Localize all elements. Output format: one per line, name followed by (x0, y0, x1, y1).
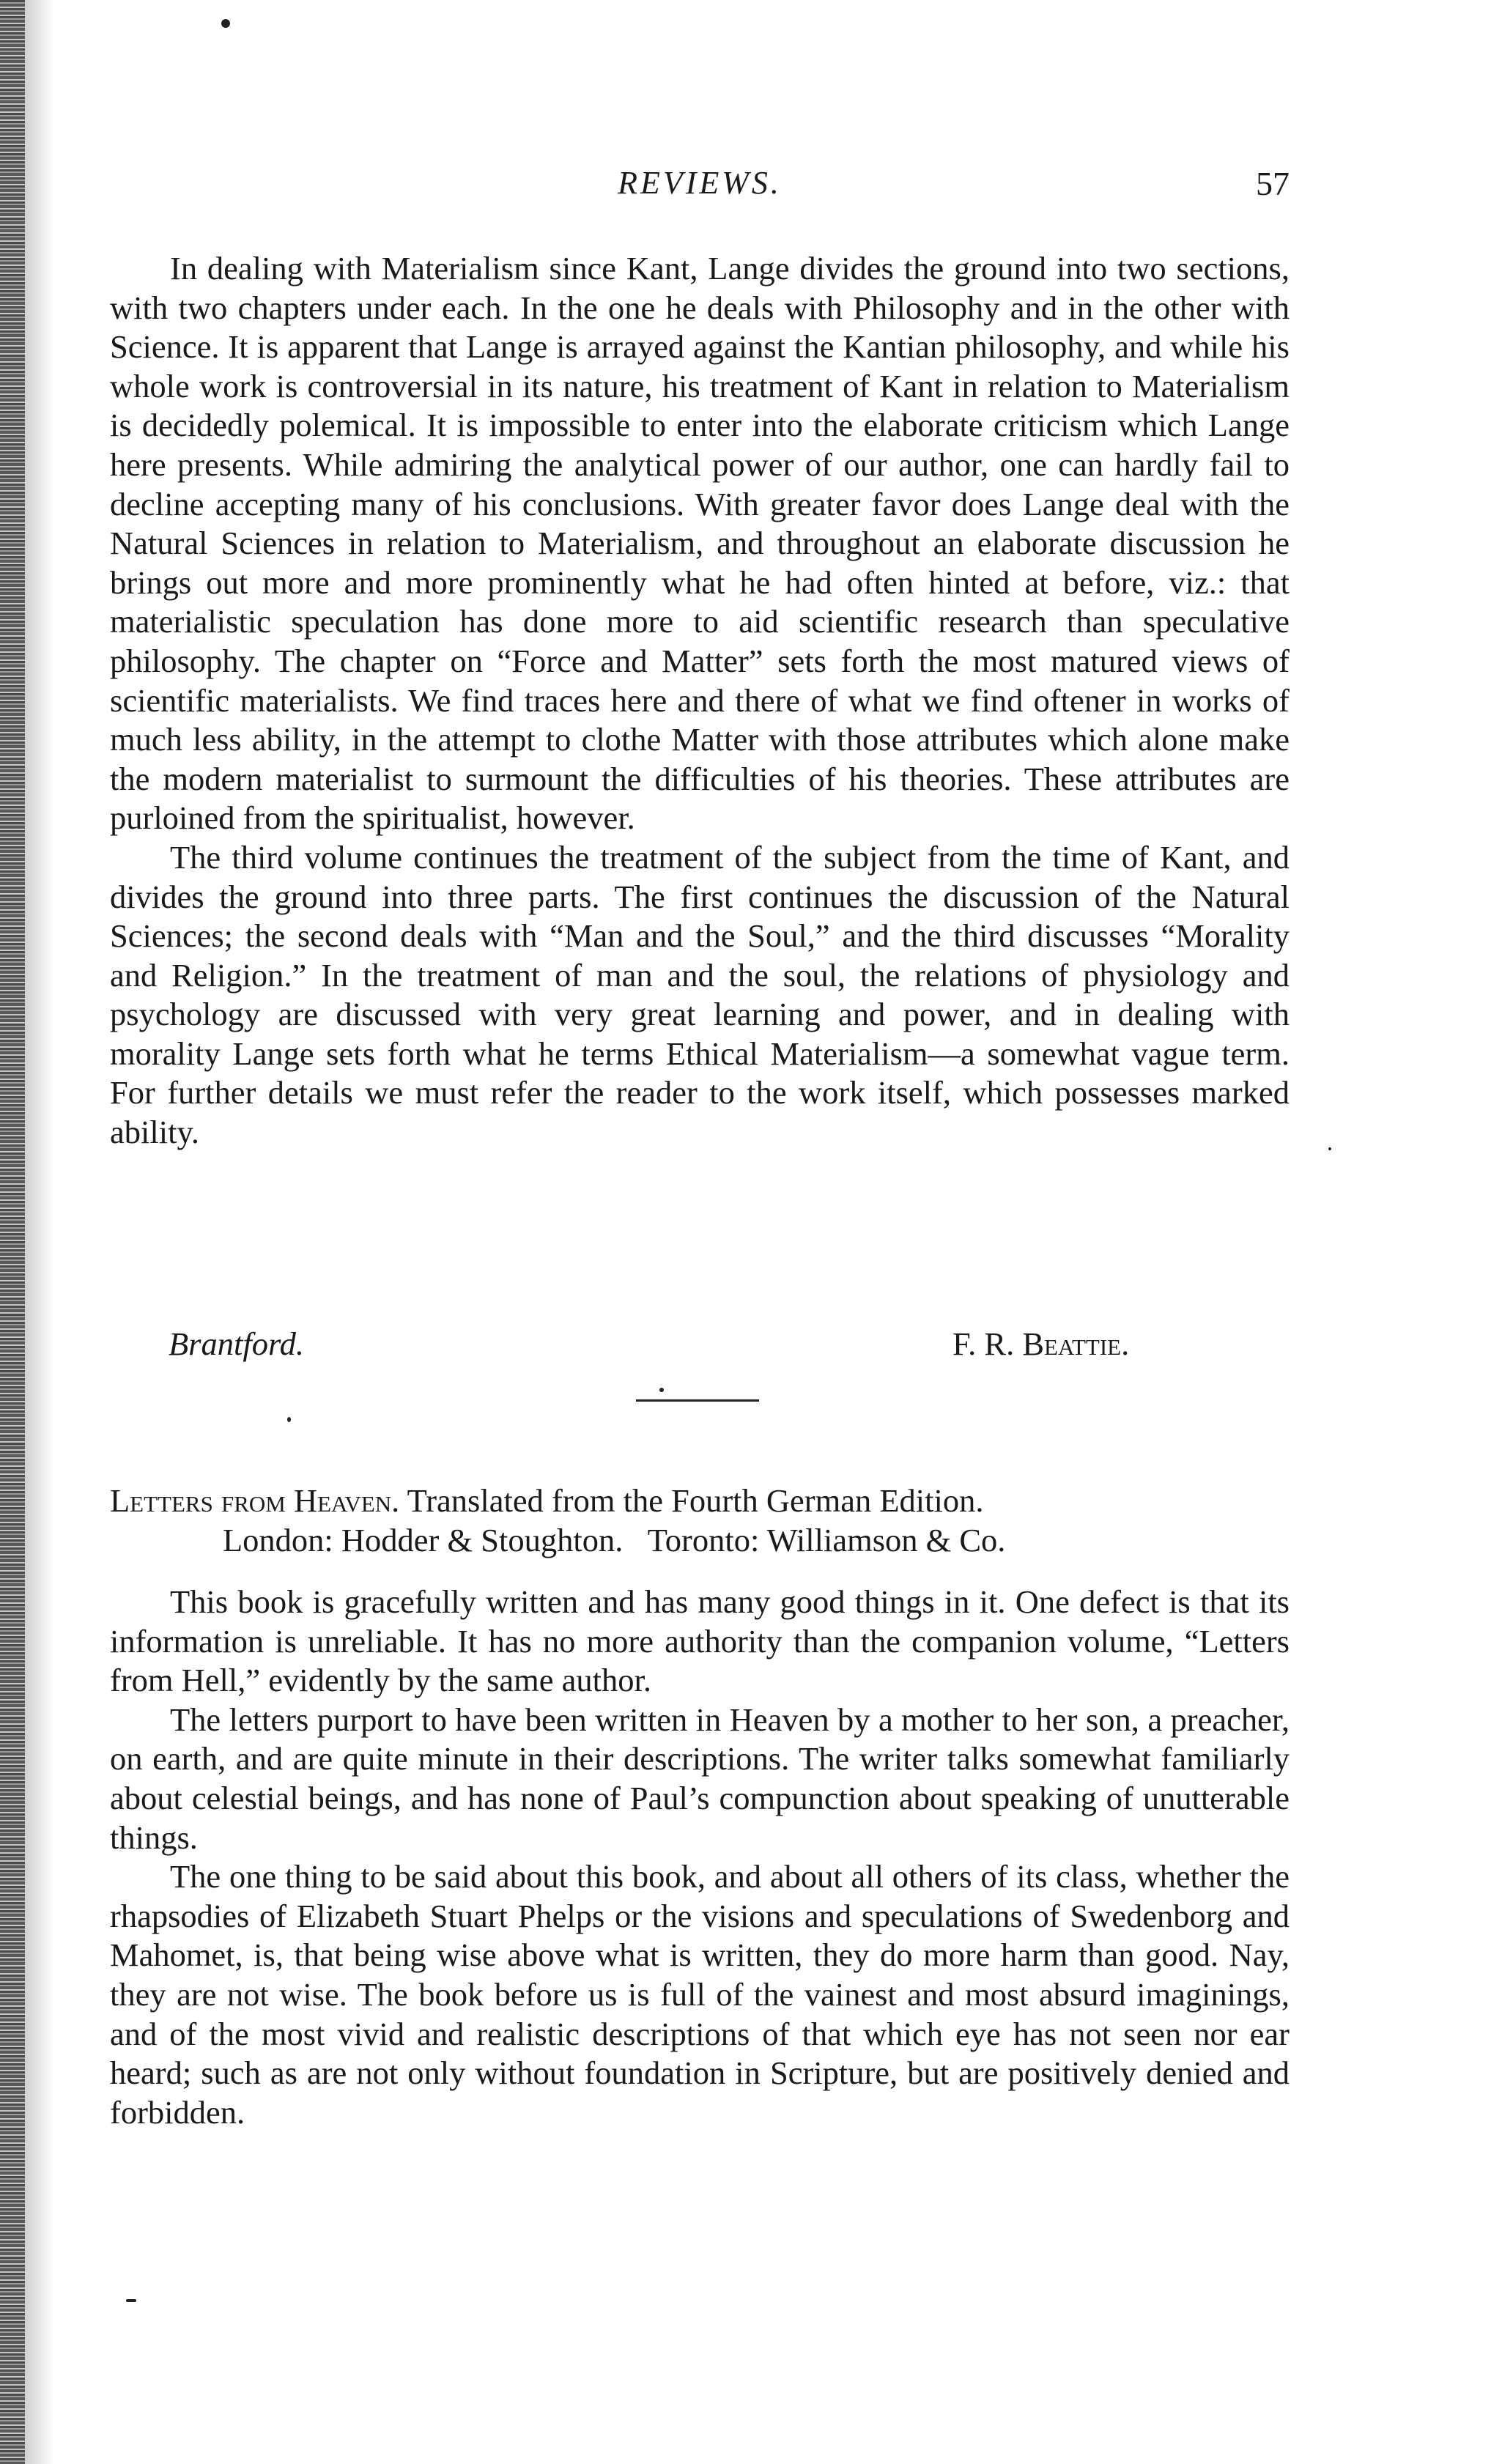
book-subtitle: Translated from the Fourth German Edition. (407, 1482, 984, 1519)
book-title: Letters from Heaven. (110, 1482, 400, 1519)
signature-author (952, 1325, 1129, 1363)
review-heading (110, 1481, 1290, 1560)
publisher-line (110, 1521, 1290, 1561)
paragraph: The letters purport to have been written in Heaven by a mother to her son, a preacher, on earth, and are quite minute in their descriptions. The writer talks somewhat familiarly about celestial beings, and has none of Paul’s compunction about speaking of unutterable things. (110, 1701, 1290, 1856)
section-divider (636, 1399, 759, 1402)
paragraph: This book is gracefully written and has many good things in it. One defect is that its information is unreliable. It has no more authority than the companion volume, “Letters from Hell,” evidently by the same author. (110, 1583, 1290, 1699)
signature-initials: F. R. (952, 1325, 1015, 1362)
paragraph: The one thing to be said about this book, and about all others of its class, whether the rhapsodies of Elizabeth Stuart Phelps or the visions and speculations of Swedenborg and Mahomet, is, that being wise above what is written, they do more harm than good. Nay, they are not wise. The book before us is full of the vainest and most absurd imaginings, and of the most vivid and realistic descriptions of that which eye has not seen nor ear heard; such as are not only without foundation in Scripture, but are positively denied and forbidden. (110, 1858, 1290, 2131)
ink-speck (287, 1417, 291, 1422)
publisher-london: London: Hodder & Stoughton. (223, 1521, 624, 1558)
page-header (110, 164, 1290, 215)
review-body-lange (110, 249, 1290, 1153)
scanned-binding-edge (0, 0, 25, 2464)
signature-place: Brantford. (169, 1325, 305, 1362)
review-signature (169, 1325, 1224, 1369)
running-head: REVIEWS. (618, 165, 782, 201)
publisher-toronto: Toronto: Williamson & Co. (647, 1521, 1006, 1558)
ink-speck (126, 2299, 136, 2302)
ink-speck (221, 19, 230, 28)
review-title-line (110, 1481, 1290, 1521)
review-body-letters-from-heaven (110, 1583, 1290, 2132)
rule-dot (659, 1388, 664, 1392)
page-number: 57 (1256, 165, 1290, 202)
ink-speck (1328, 1147, 1331, 1150)
paragraph: In dealing with Materialism since Kant, Lange divides the ground into two sections, with two chapters under each. In the one he deals with Philosophy and in the other with Science. It is apparent that Lange is arrayed against the Kantian philosophy, and while his whole work is controversial in its nature, his treatment of Kant in relation to Materialism is decidedly polemical. It is impossible to enter into the elaborate criticism which Lange here presents. While admiring the analytical power of our author, one can hardly fail to decline accepting many of his conclusions. With greater favor does Lange deal with the Natural Sciences in relation to Materialism, and throughout an elaborate discussion he brings out more and more prominently what he had often hinted at before, viz.: that materialistic speculation has done more to aid scientific research than speculative philosophy. The chapter on “Force and Matter” sets forth the most matured views of scientific materialists. We find traces here and there of what we find oftener in works of much less ability, in the attempt to clothe Matter with those attributes which alone make the modern materialist to surmount the difficulties of his theories. These attributes are purloined from the spiritualist, however. (110, 250, 1290, 837)
binding-shadow (25, 0, 54, 2464)
paragraph: The third volume continues the treatment of the subject from the time of Kant, and divides the ground into three parts. The first continues the discussion of the Natural Sciences; the second deals with “Man and the Soul,” and the third discusses “Morality and Religion.” In the treatment of man and the soul, the relations of physiology and psychology are discussed with very great learning and power, and in dealing with morality Lange sets forth what he terms Ethical Materialism—a somewhat vague term. For further details we must refer the reader to the work itself, which possesses marked ability. (110, 838, 1290, 1151)
signature-surname: Beattie. (1022, 1325, 1130, 1362)
